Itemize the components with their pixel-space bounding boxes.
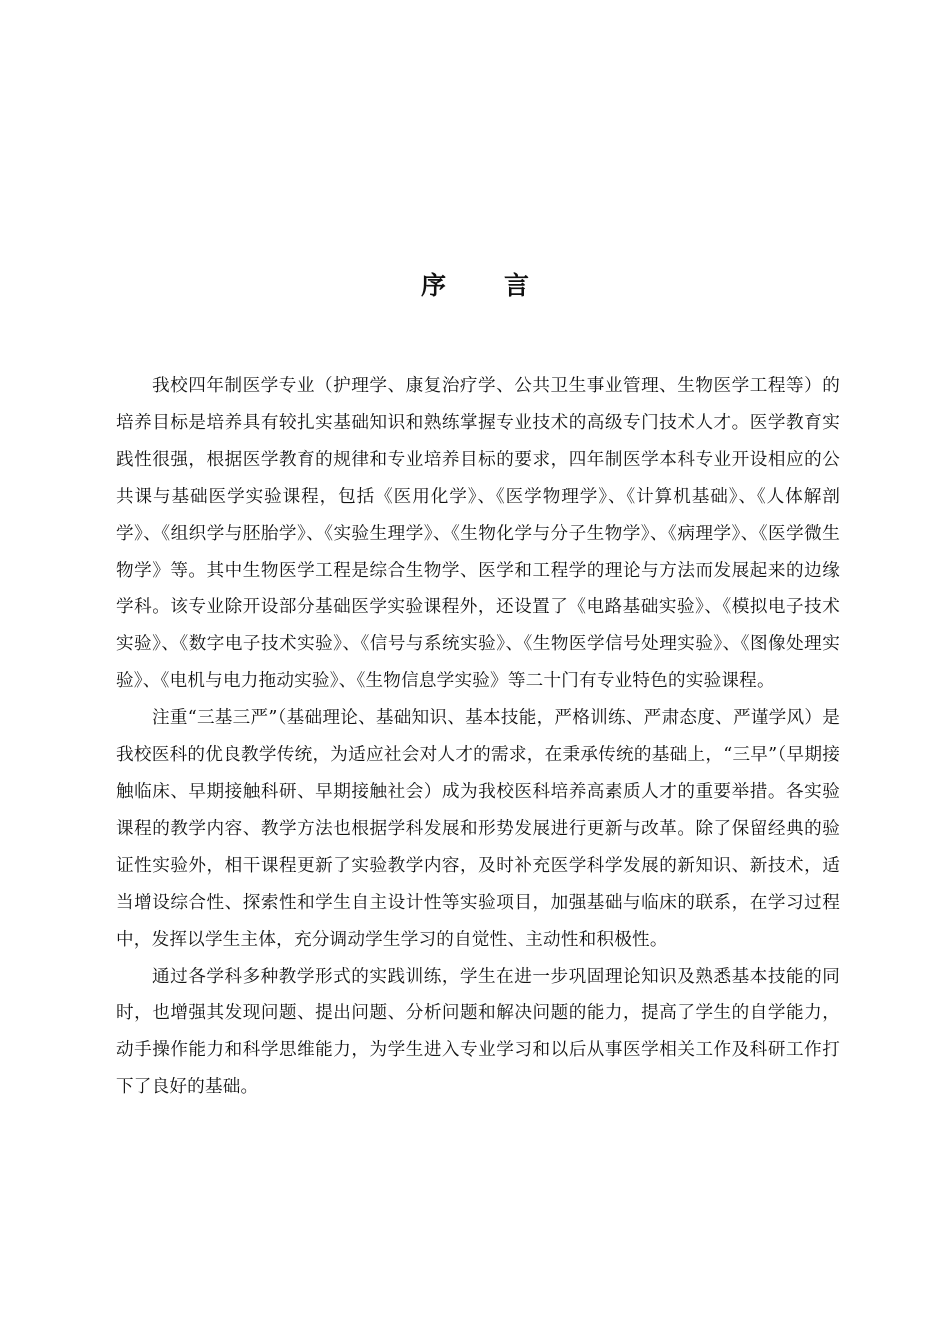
preface-body (116, 368, 840, 1106)
paragraph-2: 注重“三基三严”（基础理论、基础知识、基本技能，严格训练、严肃态度、严谨学风）是我校医科的优良教学传统，为适应社会对人才的需求，在秉承传统的基础上，“三早”（早期接触临床、早期接触科研、早期接触社会）成为我校医科培养高素质人才的重要举措。各实验课程的教学内容、教学方法也根据学科发展和形势发展进行更新与改革。除了保留经典的验证性实验外，相干课程更新了实验教学内容，及时补充医学科学发展的新知识、新技术，适当增设综合性、探索性和学生自主设计性等实验项目，加强基础与临床的联系，在学习过程中，发挥以学生主体，充分调动学生学习的自觉性、主动性和积极性。 (116, 708, 840, 950)
paragraph-3: 通过各学科多种教学形式的实践训练，学生在进一步巩固理论知识及熟悉基本技能的同时，也增强其发现问题、提出问题、分析问题和解决问题的能力，提高了学生的自学能力，动手操作能力和科学思维能力，为学生进入专业学习和以后从事医学相关工作及科研工作打下了良好的基础。 (116, 966, 840, 1098)
title-char-2: 言 (504, 271, 530, 300)
paragraph-1: 我校四年制医学专业（护理学、康复治疗学、公共卫生事业管理、生物医学工程等）的培养目标是培养具有较扎实基础知识和熟练掌握专业技术的高级专门技术人才。医学教育实践性很强，根据医学教育的规律和专业培养目标的要求，四年制医学本科专业开设相应的公共课与基础医学实验课程，包括《医用化学》、《医学物理学》、《计算机基础》、《人体解剖学》、《组织学与胚胎学》、《实验生理学》、《生物化学与分子生物学》、《病理学》、《医学微生物学》等。其中生物医学工程是综合生物学、医学和工程学的理论与方法而发展起来的边缘学科。该专业除开设部分基础医学实验课程外，还设置了《电路基础实验》、《模拟电子技术实验》、《数字电子技术实验》、《信号与系统实验》、《生物医学信号处理实验》、《图像处理实验》、《电机与电力拖动实验》、《生物信息学实验》等二十门有专业特色的实验课程。 (116, 376, 840, 692)
title-char-1: 序 (420, 271, 446, 300)
page-title (0, 266, 950, 306)
